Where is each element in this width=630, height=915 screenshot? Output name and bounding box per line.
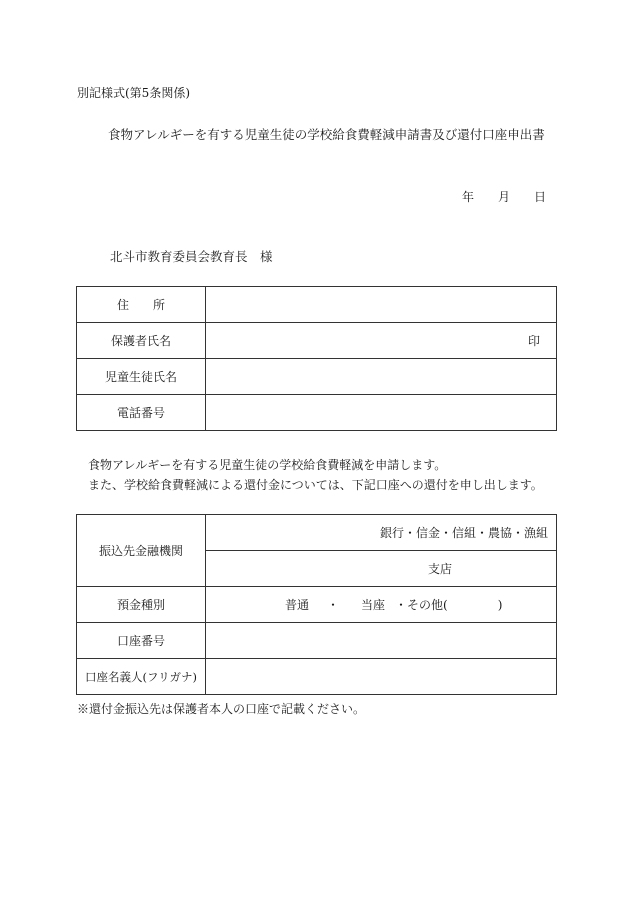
footnote: ※還付金振込先は保護者本人の口座で記載ください。 — [77, 702, 366, 716]
branch-field[interactable] — [206, 551, 557, 587]
table-row — [77, 515, 557, 551]
deposit-type-label: 預金種別 — [77, 587, 206, 623]
institution-type-field[interactable] — [206, 515, 557, 551]
student-name-field[interactable] — [206, 359, 557, 395]
table-row — [77, 623, 557, 659]
phone-field[interactable] — [206, 395, 557, 431]
deposit-other-close: ) — [497, 598, 503, 612]
table-row — [77, 659, 557, 695]
seal-mark: 印 — [527, 334, 540, 348]
address-field[interactable] — [206, 287, 557, 323]
form-note: 別記様式(第5条関係) — [77, 86, 190, 100]
deposit-type-field[interactable] — [206, 587, 557, 623]
table-row — [77, 587, 557, 623]
table-row — [77, 395, 557, 431]
account-holder-field[interactable] — [206, 659, 557, 695]
account-holder-label: 口座名義人(フリガナ) — [77, 659, 206, 695]
account-number-field[interactable] — [206, 623, 557, 659]
document-title: 食物アレルギーを有する児童生徒の学校給食費軽減申請書及び還付口座申出書 — [108, 127, 545, 142]
deposit-option-ordinary[interactable]: 普通 — [285, 598, 310, 612]
date-year-label: 年 — [462, 190, 475, 204]
date-month-label: 月 — [498, 190, 511, 204]
applicant-table — [76, 286, 557, 431]
guardian-name-label: 保護者氏名 — [77, 323, 206, 359]
deposit-separator: ・ — [327, 598, 340, 612]
deposit-option-other[interactable]: ・その他( — [395, 598, 448, 612]
date-day-label: 日 — [534, 190, 547, 204]
table-row — [77, 287, 557, 323]
table-row — [77, 359, 557, 395]
institution-types: 銀行・信金・信組・農協・漁組 — [379, 526, 548, 540]
address-label: 住 所 — [77, 287, 206, 323]
addressee: 北斗市教育委員会教育長 様 — [110, 249, 273, 264]
guardian-name-field[interactable] — [206, 323, 557, 359]
branch-label: 支店 — [427, 562, 452, 576]
statement-line-2: また、学校給食費軽減による還付金については、下記口座への還付を申し出します。 — [88, 478, 543, 492]
account-number-label: 口座番号 — [77, 623, 206, 659]
institution-label: 振込先金融機関 — [77, 515, 206, 587]
table-row — [77, 323, 557, 359]
bank-account-table — [76, 514, 557, 695]
deposit-option-current[interactable]: 当座 — [361, 598, 386, 612]
statement-line-1: 食物アレルギーを有する児童生徒の学校給食費軽減を申請します。 — [88, 458, 447, 472]
phone-label: 電話番号 — [77, 395, 206, 431]
student-name-label: 児童生徒氏名 — [77, 359, 206, 395]
